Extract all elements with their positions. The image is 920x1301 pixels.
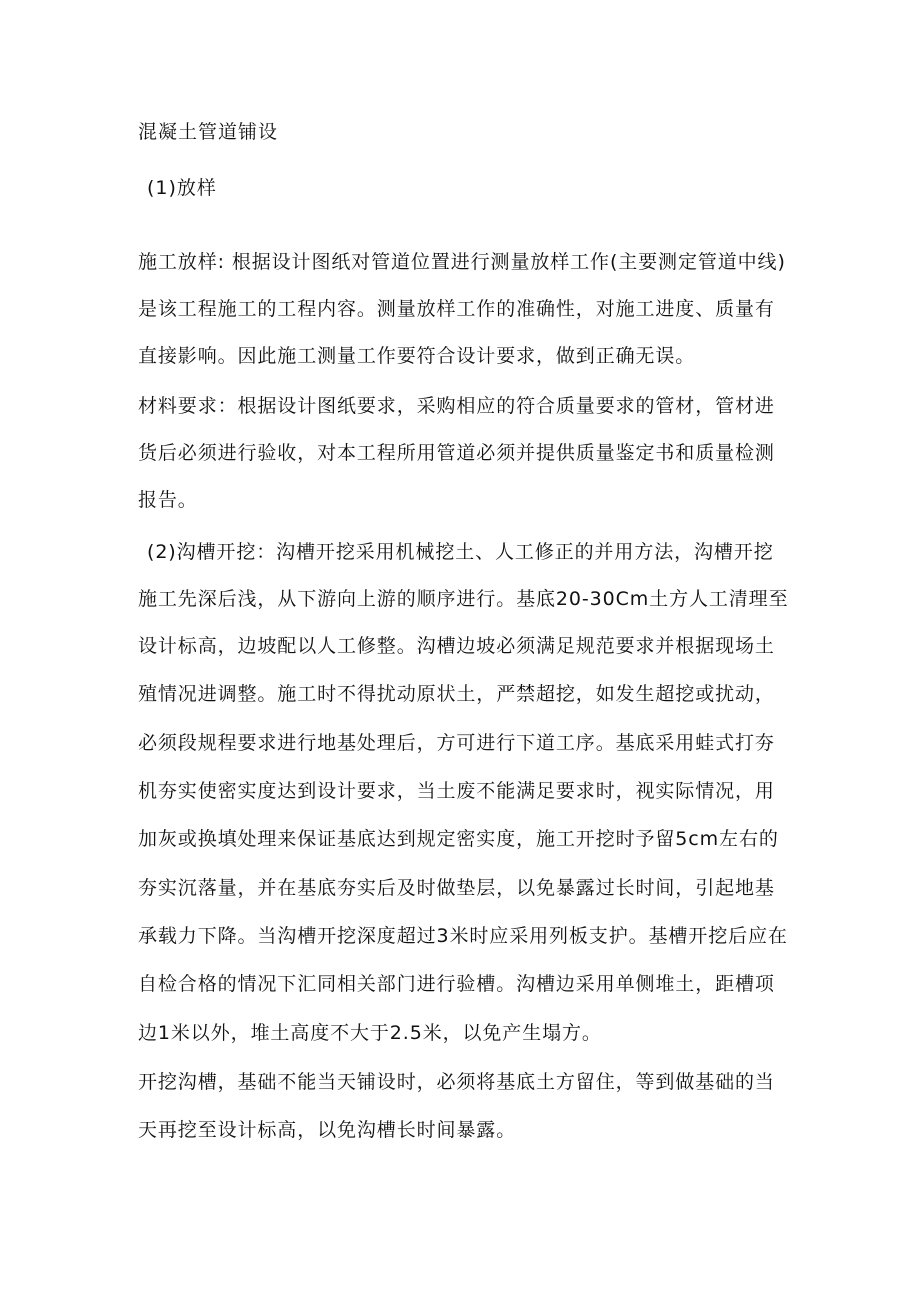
paragraph-line: 是该工程施工的工程内容。测量放样工作的准确性，对施工进度、质量有 <box>138 298 775 320</box>
paragraph-line: 机夯实使密实度达到设计要求，当土废不能满足要求时，视实际情况，用 <box>138 780 775 802</box>
paragraph-line: 夯实沉落量，并在基底夯实后及时做垫层，以免暴露过长时间，引起地基 <box>138 877 775 899</box>
section-heading-layout: (1)放样 <box>147 177 217 199</box>
paragraph-line: 施工放样: 根据设计图纸对管道位置进行测量放样工作(主要测定管道中线) <box>138 251 786 273</box>
paragraph-line: 施工先深后浅，从下游向上游的顺序进行。基底20-30Cm土方人工清理至 <box>138 588 789 610</box>
document-title: 混凝土管道铺设 <box>138 121 279 143</box>
paragraph-line: 开挖沟槽，基础不能当天铺设时，必须将基底土方留住，等到做基础的当 <box>138 1071 775 1093</box>
paragraph-line: 必须段规程要求进行地基处理后，方可进行下道工序。基底采用蛙式打夯 <box>138 732 775 754</box>
paragraph-line: 货后必须进行验收，对本工程所用管道必须并提供质量鉴定书和质量检测 <box>138 442 775 464</box>
paragraph-line: 报告。 <box>138 489 198 511</box>
paragraph-line: 直接影响。因此施工测量工作要符合设计要求，做到正确无误。 <box>138 345 696 367</box>
paragraph-line: 殖情况进调整。施工时不得扰动原状土，严禁超挖，如发生超挖或扰动， <box>138 683 775 705</box>
paragraph-line: 自检合格的情况下汇同相关部门进行验槽。沟槽边采用单侧堆土，距槽项 <box>138 973 775 995</box>
paragraph-line: 承载力下降。当沟槽开挖深度超过3米时应采用列板支护。基槽开挖后应在 <box>138 925 788 947</box>
paragraph-line: (2)沟槽开挖：沟槽开挖采用机械挖土、人工修正的并用方法，沟槽开挖 <box>147 541 774 563</box>
paragraph-line: 边1米以外，堆土高度不大于2.5米，以免产生塌方。 <box>138 1022 602 1044</box>
paragraph-line: 加灰或换填处理来保证基底达到规定密实度，施工开挖时予留5cm左右的 <box>138 828 779 850</box>
paragraph-line: 设计标高，边坡配以人工修整。沟槽边坡必须满足规范要求并根据现场土 <box>138 635 775 657</box>
paragraph-line: 材料要求：根据设计图纸要求，采购相应的符合质量要求的管材，管材进 <box>138 395 775 417</box>
paragraph-line: 天再挖至设计标高，以免沟槽长时间暴露。 <box>138 1119 517 1141</box>
